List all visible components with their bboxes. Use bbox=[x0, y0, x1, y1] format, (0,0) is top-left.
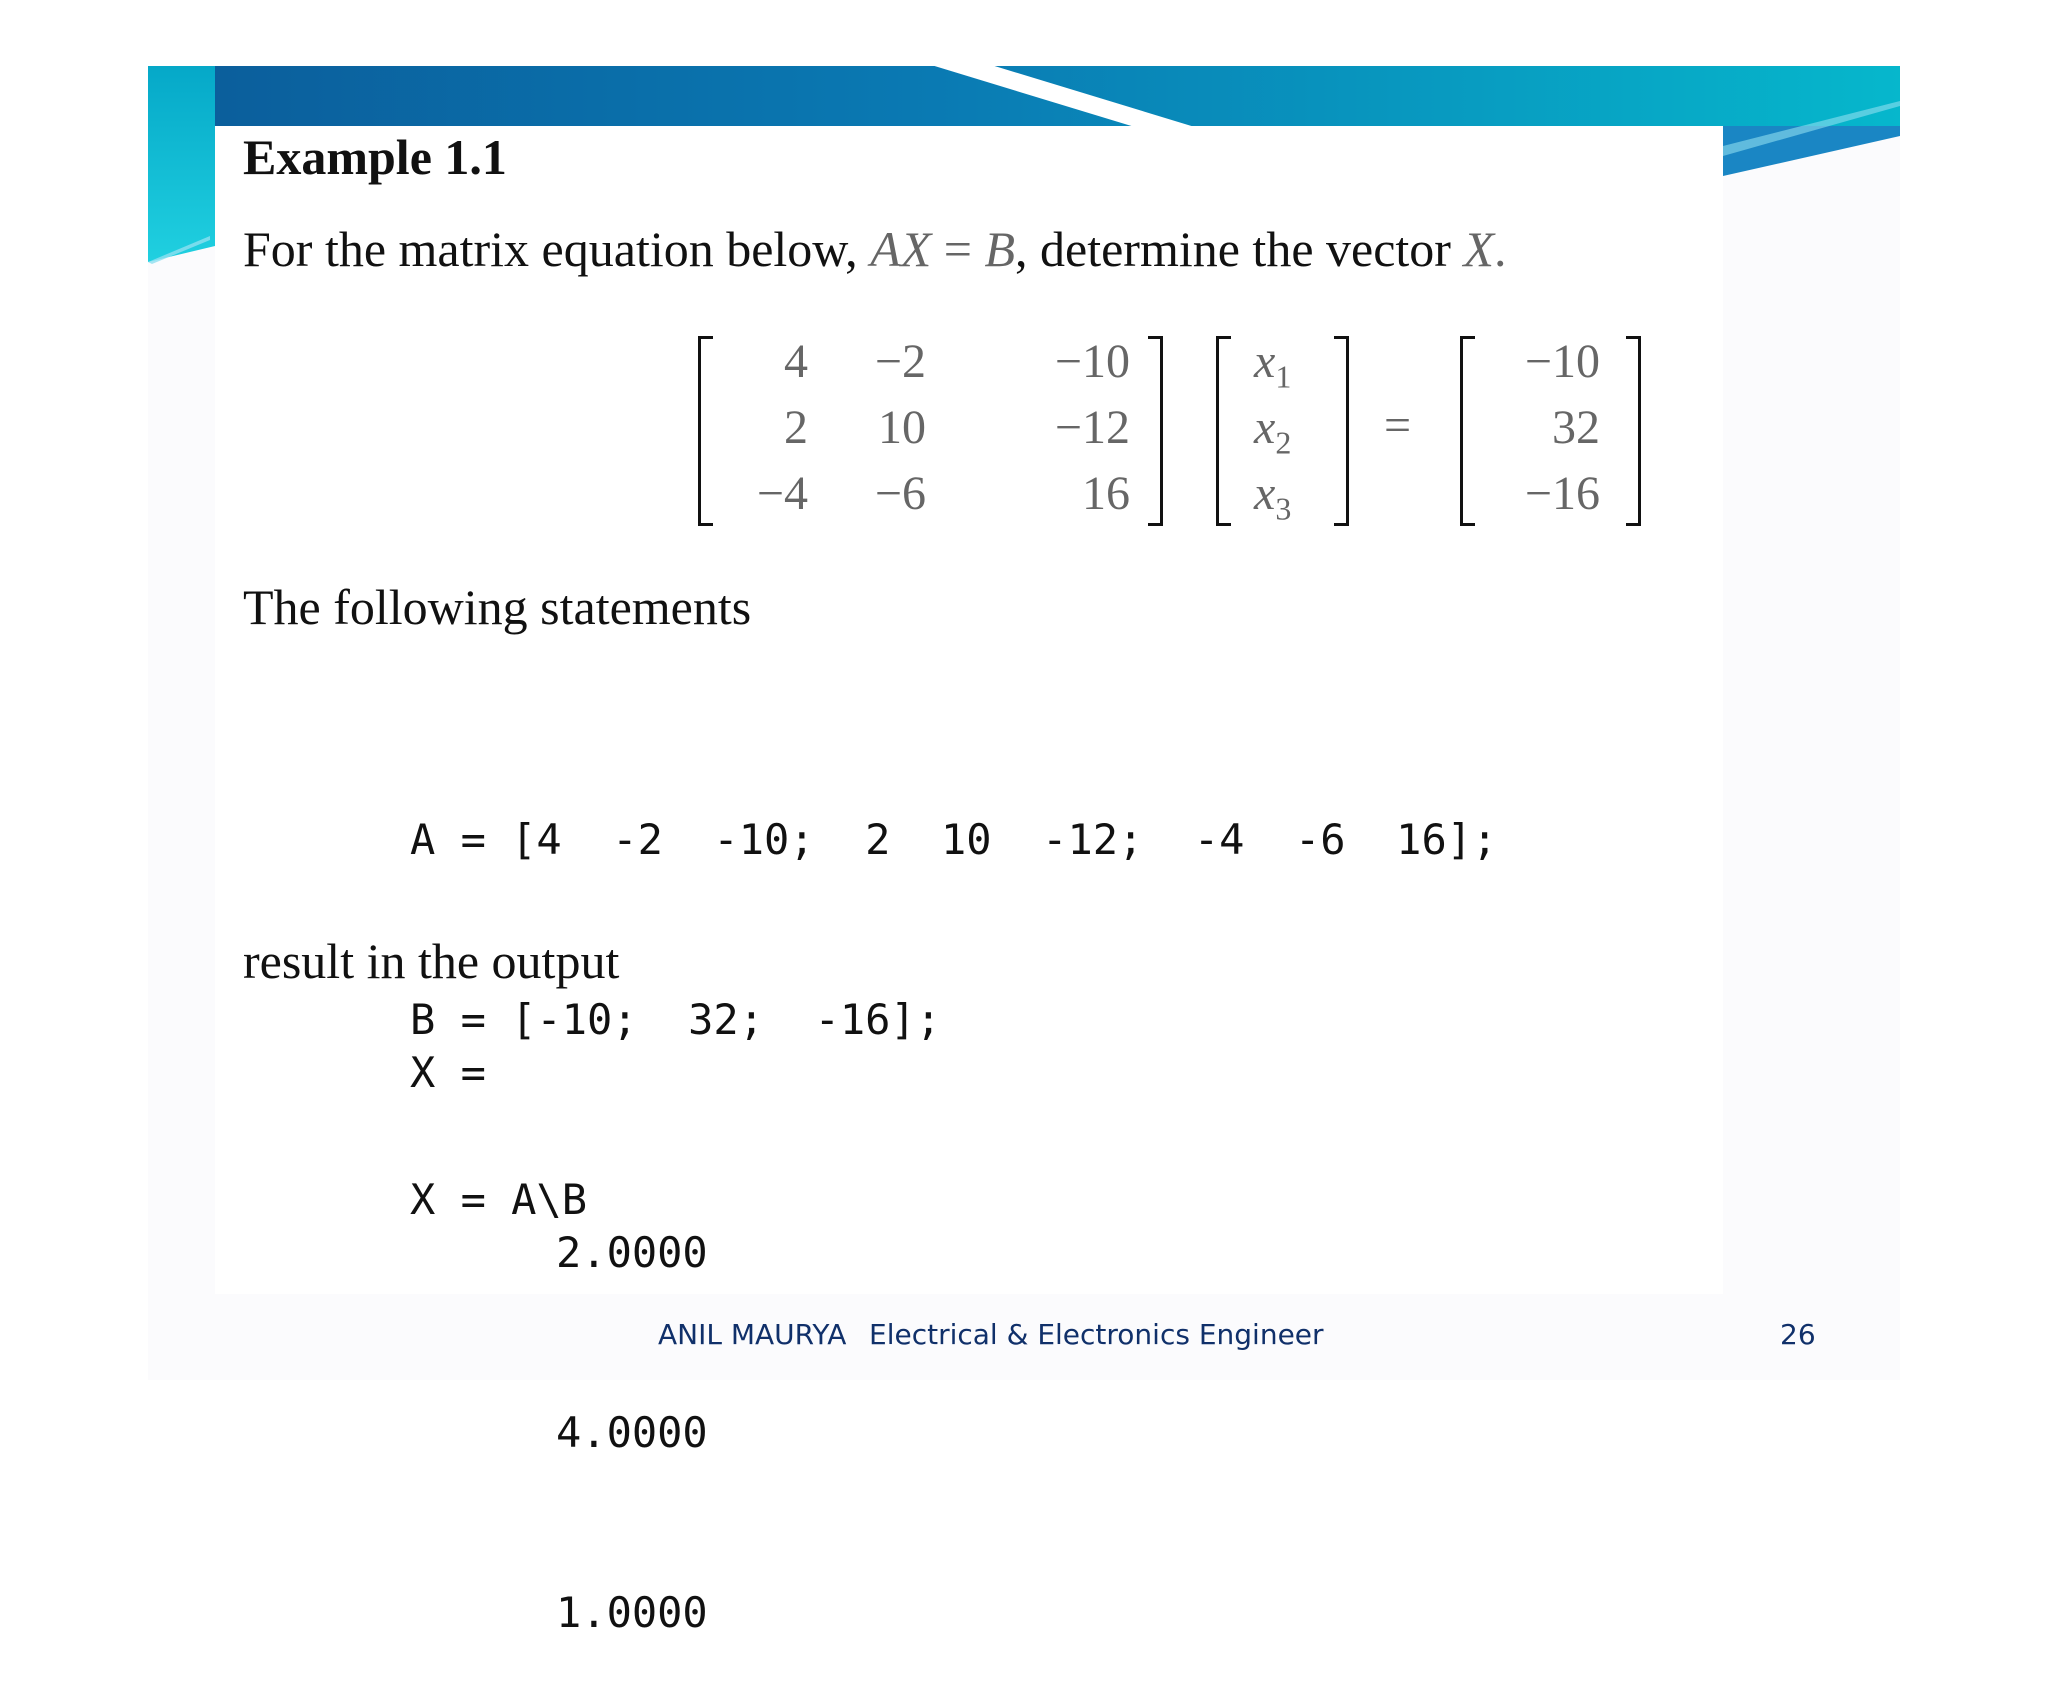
vector-b-cell: −10 bbox=[1524, 335, 1600, 388]
vector-x-right-bracket bbox=[1334, 336, 1349, 526]
vector-x-cell: $x_3$ bbox=[1254, 467, 1292, 527]
matrix-a-right-bracket bbox=[1148, 336, 1163, 526]
output-label: X = bbox=[410, 1048, 486, 1097]
matrix-a-cell: 2 bbox=[784, 401, 808, 454]
output-value: 1.0000 bbox=[556, 1588, 708, 1637]
output-values bbox=[556, 1103, 708, 1703]
intro-middle: , determine the vector bbox=[1015, 221, 1464, 277]
page-number: 26 bbox=[1780, 1318, 1816, 1351]
equation-lhs: AX bbox=[870, 221, 932, 277]
matrix-a-cell: −2 bbox=[874, 335, 926, 388]
footer-author: ANIL MAURYA bbox=[658, 1318, 847, 1351]
vector-b-cell: 32 bbox=[1552, 401, 1600, 454]
intro-prefix: For the matrix equation below, bbox=[243, 221, 871, 277]
matrix-a-cell: 16 bbox=[1082, 467, 1130, 520]
matrix-a-left-bracket bbox=[698, 336, 713, 526]
equation-rhs: B bbox=[984, 221, 1016, 277]
matrix-a-cell: −4 bbox=[756, 467, 808, 520]
problem-statement bbox=[243, 220, 1507, 278]
matrix-a-cell: −6 bbox=[874, 467, 926, 520]
intro-variable: X bbox=[1463, 221, 1494, 277]
vector-x-cell: $x_2$ bbox=[1254, 401, 1292, 461]
example-title: Example 1.1 bbox=[243, 129, 507, 185]
output-value: 2.0000 bbox=[556, 1228, 708, 1277]
vector-x-cell: $x_1$ bbox=[1254, 335, 1292, 395]
vector-b-left-bracket bbox=[1460, 336, 1475, 526]
matrix-a-cell: 10 bbox=[878, 401, 926, 454]
matrix-a-cell: −12 bbox=[1054, 401, 1130, 454]
vector-b-cell: −16 bbox=[1524, 467, 1600, 520]
code-line: A = [4 -2 -10; 2 10 -12; -4 -6 16]; bbox=[410, 815, 1498, 864]
intro-end: . bbox=[1494, 221, 1507, 277]
equation-sign: = bbox=[931, 221, 985, 277]
code-line: B = [-10; 32; -16]; bbox=[410, 995, 942, 1044]
output-text: result in the output bbox=[243, 933, 620, 989]
equals-sign: = bbox=[1384, 399, 1412, 452]
output-value: 4.0000 bbox=[556, 1408, 708, 1457]
matrix-a-cell: 4 bbox=[784, 335, 808, 388]
vector-b-right-bracket bbox=[1626, 336, 1641, 526]
code-line: X = A\B bbox=[410, 1175, 588, 1224]
matrix-a-cell: −10 bbox=[1054, 335, 1130, 388]
statements-text: The following statements bbox=[243, 579, 752, 635]
vector-x-left-bracket bbox=[1216, 336, 1231, 526]
footer-role: Electrical & Electronics Engineer bbox=[869, 1318, 1324, 1351]
